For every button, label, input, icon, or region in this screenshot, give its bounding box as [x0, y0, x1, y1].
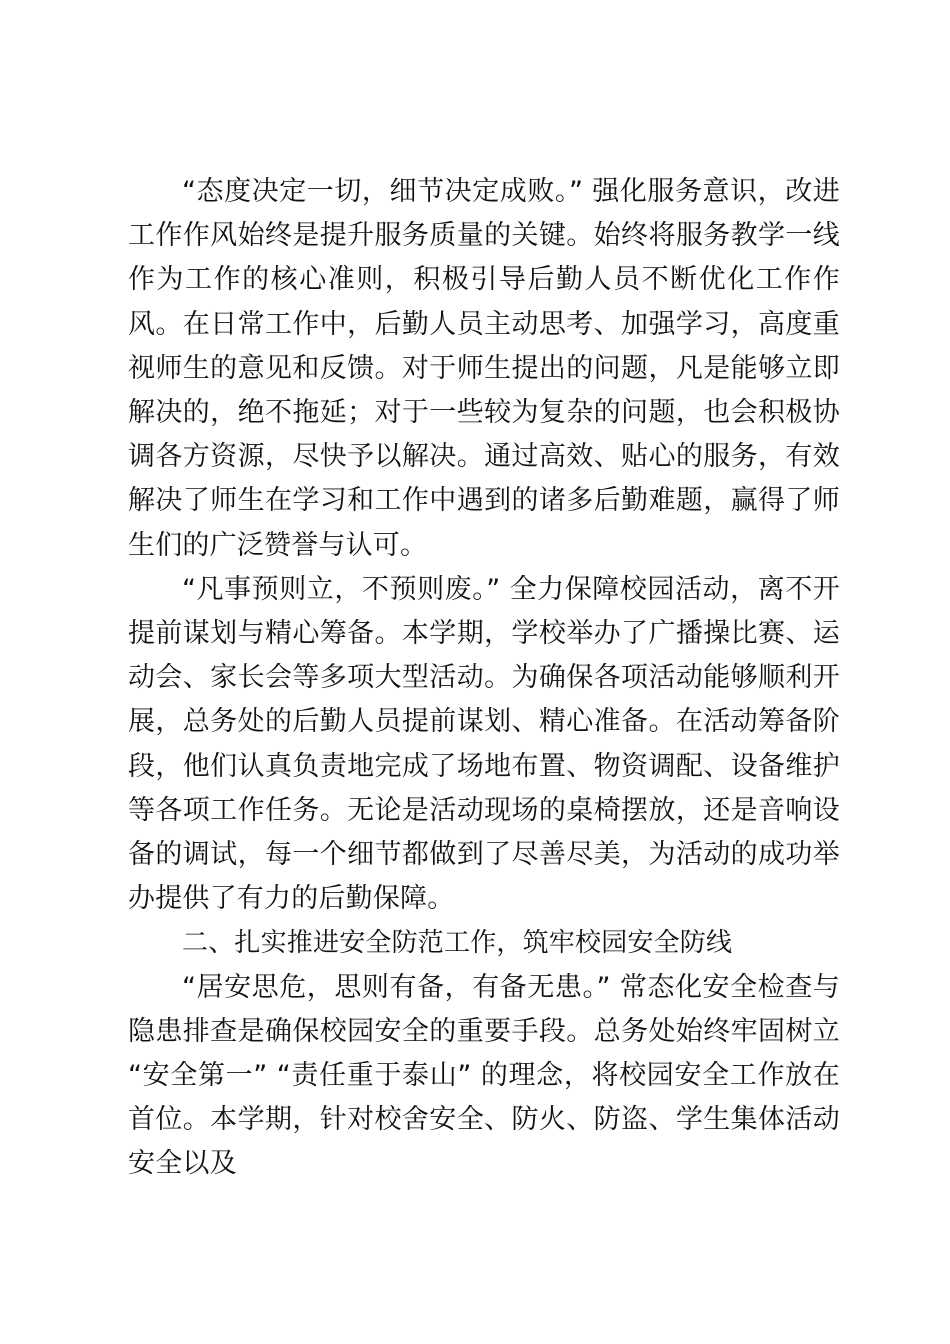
paragraph-service-attitude: “态度决定一切，细节决定成败。” 强化服务意识，改进工作作风始终是提升服务质量的关键。始终将服务教学一线作为工作的核心准则，积极引导后勤人员不断优化工作作风。在日常工作中，后勤人员主动思考、加强学习，高度重视师生的意见和反馈。对于师生提出的问题，凡是能够立即解决的，绝不拖延；对于一些较为复杂的问题，也会积极协调各方资源，尽快予以解决。通过高效、贴心的服务，有效解决了师生在学习和工作中遇到的诸多后勤难题，赢得了师生们的广泛赞誉与认可。 [128, 176, 840, 561]
section-heading-safety: 二、扎实推进安全防范工作，筑牢校园安全防线 [182, 928, 733, 959]
paragraph-safety-inspection: “居安思危，思则有备，有备无患。” 常态化安全检查与隐患排查是确保校园安全的重要手段。总务处始终牢固树立 “安全第一” “责任重于泰山” 的理念，将校园安全工作放在首位。本学期，针对校舍安全、防火、防盗、学生集体活动安全以及 [128, 971, 840, 1180]
paragraph-campus-activities: “凡事预则立，不预则废。” 全力保障校园活动，离不开提前谋划与精心筹备。本学期，学校举办了广播操比赛、运动会、家长会等多项大型活动。为确保各项活动能够顺利开展，总务处的后勤人员提前谋划、精心准备。在活动筹备阶段，他们认真负责地完成了场地布置、物资调配、设备维护等各项工作任务。无论是活动现场的桌椅摆放，还是音响设备的调试，每一个细节都做到了尽善尽美，为活动的成功举办提供了有力的后勤保障。 [128, 573, 840, 915]
document-body [128, 170, 840, 1187]
